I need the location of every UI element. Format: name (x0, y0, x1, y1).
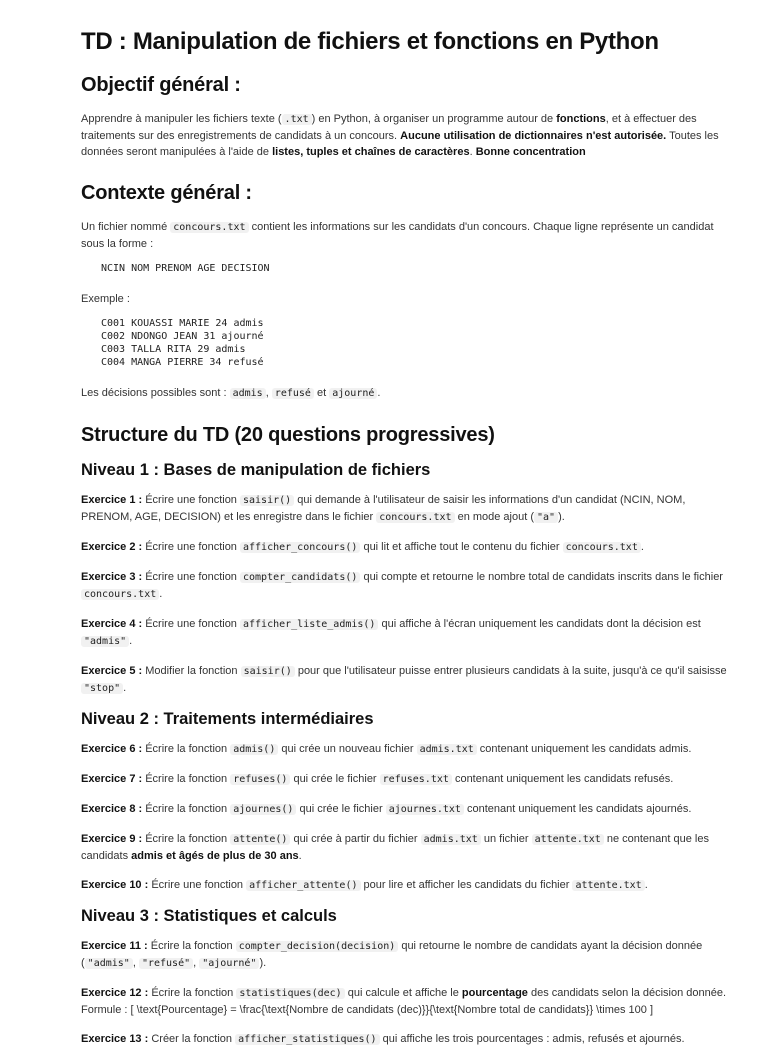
example-code-block: C001 KOUASSI MARIE 24 admis C002 NDONGO JEAN 31 ajourné C003 TALLA RITA 29 admis C004 MANGA PIERRE 34 refusé (101, 318, 264, 368)
exercise-7: Exercice 7 : Écrire la fonction refuses() qui crée le fichier refuses.txt contenant uniquement les candidats refusés. (81, 773, 674, 785)
niveau-1-heading: Niveau 1 : Bases de manipulation de fichiers (81, 461, 431, 479)
exercise-11: Exercice 11 : Écrire la fonction compter_decision(decision) qui retourne le nombre de candidats ayant la décision donnée ( "admis" , "refusé" , "ajourné" ). (81, 940, 703, 969)
exercise-12: Exercice 12 : Écrire la fonction statistiques(dec) qui calcule et affiche le pourcentage des candidats selon la décision donnée. Formule : [ \text{Pourcentage} = \frac{\text{Nombre de candidats (dec)}}{\text{Nombre total de candidats}} \times 100 ] (81, 987, 727, 1016)
exercise-6: Exercice 6 : Écrire la fonction admis() qui crée un nouveau fichier admis.txt contenant uniquement les candidats admis. (81, 743, 692, 755)
objectif-paragraph: Apprendre à manipuler les fichiers texte ( .txt ) en Python, à organiser un programme autour de fonctions, et à effectuer des traitements sur des enregistrements de candidats à un concours. Aucune utilisation de dictionnaires n'est autorisée. Toutes les données seront manipulées à l'aide de listes, tuples et chaînes de caractères. Bonne concentration (81, 113, 719, 158)
objectif-heading: Objectif général : (81, 74, 241, 96)
niveau-2-heading: Niveau 2 : Traitements intermédiaires (81, 710, 374, 728)
exercise-2: Exercice 2 : Écrire une fonction afficher_concours() qui lit et affiche tout le contenu du fichier concours.txt . (81, 541, 644, 553)
niveau-3-heading: Niveau 3 : Statistiques et calculs (81, 907, 337, 925)
exercise-1: Exercice 1 : Écrire une fonction saisir() qui demande à l'utilisateur de saisir les informations d'un candidat (NCIN, NOM, PRENOM, AGE, DECISION) et les enregistre dans le fichier concours.txt en mode ajout ( "a" ). (81, 494, 686, 523)
exercise-3: Exercice 3 : Écrire une fonction compter_candidats() qui compte et retourne le nombre total de candidats inscrits dans le fichier concours.txt . (81, 571, 723, 600)
inline-code: concours.txt (170, 222, 248, 233)
decisions-paragraph: Les décisions possibles sont : admis , refusé et ajourné . (81, 387, 381, 399)
exercise-10: Exercice 10 : Écrire une fonction afficher_attente() pour lire et afficher les candidats du fichier attente.txt . (81, 879, 648, 891)
exercise-13: Exercice 13 : Créer la fonction afficher_statistiques() qui affiche les trois pourcentages : admis, refusés et ajournés. (81, 1033, 685, 1045)
exercise-5: Exercice 5 : Modifier la fonction saisir() pour que l'utilisateur puisse entrer plusieurs candidats à la suite, jusqu'à ce qu'il saisisse "stop" . (81, 665, 727, 694)
format-code-block: NCIN NOM PRENOM AGE DECISION (101, 263, 270, 274)
exercise-8: Exercice 8 : Écrire la fonction ajournes() qui crée le fichier ajournes.txt contenant uniquement les candidats ajournés. (81, 803, 692, 815)
page-title: TD : Manipulation de fichiers et fonctions en Python (81, 28, 659, 55)
exercise-9: Exercice 9 : Écrire la fonction attente() qui crée à partir du fichier admis.txt un fichier attente.txt ne contenant que les candidats admis et âgés de plus de 30 ans. (81, 833, 709, 862)
contexte-paragraph: Un fichier nommé concours.txt contient les informations sur les candidats d'un concours. Chaque ligne représente un candidat sous la forme : (81, 221, 714, 250)
inline-code: .txt (282, 114, 312, 125)
structure-heading: Structure du TD (20 questions progressives) (81, 424, 495, 446)
exercise-4: Exercice 4 : Écrire une fonction afficher_liste_admis() qui affiche à l'écran uniquement les candidats dont la décision est "admis" . (81, 618, 701, 647)
contexte-heading: Contexte général : (81, 182, 252, 204)
exemple-label: Exemple : (81, 293, 130, 305)
